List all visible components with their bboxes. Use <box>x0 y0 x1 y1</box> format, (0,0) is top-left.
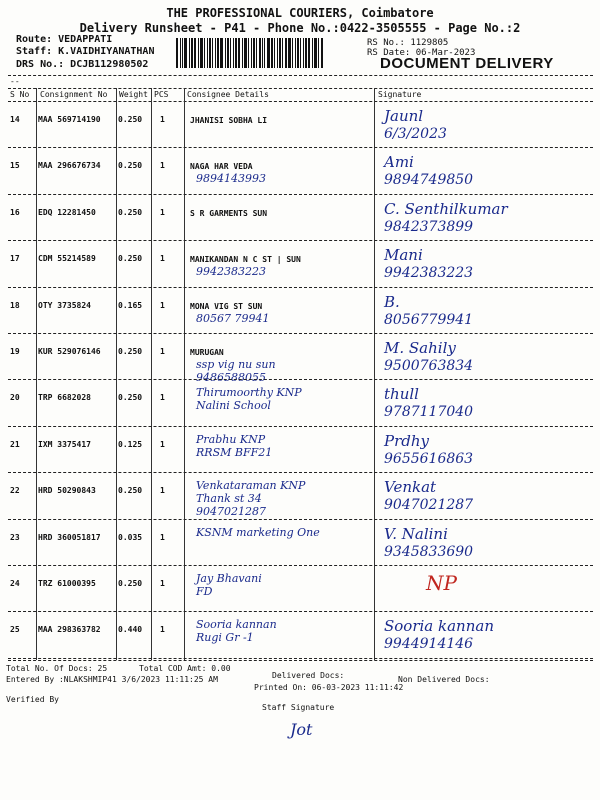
signature-entry: 9500763834 <box>384 358 474 374</box>
row-sno: 15 <box>10 161 20 171</box>
signature-entry: V. Nalini <box>384 524 448 543</box>
handwritten-note: Nalini School <box>196 399 271 413</box>
barcode-bar <box>300 38 301 68</box>
weight: 0.440 <box>118 625 143 635</box>
pcs: 1 <box>160 625 165 635</box>
signature-entry: 9942383223 <box>384 265 474 282</box>
barcode-bar <box>308 38 310 68</box>
row-divider <box>8 658 593 659</box>
col-rule <box>184 88 185 660</box>
document-delivery-stamp: DOCUMENT DELIVERY <box>380 55 554 72</box>
barcode-bar <box>285 38 287 68</box>
signature-entry: Mani <box>384 246 423 265</box>
pcs: 1 <box>160 254 165 264</box>
consignment-no: IXM 3375417 <box>38 439 91 449</box>
row-divider <box>8 147 593 148</box>
pcs: 1 <box>160 486 165 496</box>
consignment-no: TRP 6682028 <box>38 393 91 403</box>
col-consignee: Consignee Details <box>187 90 269 99</box>
row-divider <box>8 379 593 380</box>
col-weight: Weight <box>119 90 148 99</box>
consignment-no: EDQ 12281450 <box>38 207 96 217</box>
signature-entry: 9944914146 <box>384 636 474 653</box>
staff-signature: Jot <box>290 720 313 739</box>
col-sno: S No <box>10 90 30 99</box>
row-divider <box>8 565 593 566</box>
barcode-bar <box>207 38 208 68</box>
consignee-details: MANIKANDAN N C ST | SUN <box>190 255 301 265</box>
barcode-bar <box>314 38 317 68</box>
barcode-bar <box>191 38 193 68</box>
row-sno: 20 <box>10 393 20 403</box>
barcode-bar <box>305 38 307 68</box>
col-pcs: PCS <box>154 90 169 99</box>
row-sno: 22 <box>10 486 20 496</box>
handwritten-note: 9486588055 <box>196 371 266 384</box>
consignment-no: CDM 55214589 <box>38 254 96 264</box>
barcode-bar <box>215 38 216 68</box>
row-sno: 24 <box>10 579 20 588</box>
row-sno: 19 <box>10 347 20 356</box>
signature-entry: 9894749850 <box>384 172 474 189</box>
barcode-bar <box>235 38 237 68</box>
header-bottom-rule <box>8 101 593 102</box>
barcode-bar <box>271 38 273 68</box>
barcode-bar <box>251 38 252 68</box>
handwritten-note: KSNM marketing One <box>196 525 320 539</box>
signature-entry: 8056779941 <box>384 311 474 328</box>
barcode-bar <box>204 38 205 68</box>
consignment-no: HRD 50290843 <box>38 486 96 496</box>
pcs: 1 <box>160 161 165 171</box>
consignee-details: JHANISI SOBHA LI <box>190 116 268 125</box>
pcs: 1 <box>160 115 165 124</box>
total-cod: Total COD Amt: 0.00 <box>139 664 231 673</box>
barcode-bar <box>212 38 213 68</box>
pcs: 1 <box>160 532 165 542</box>
verified-by: Verified By <box>6 695 59 704</box>
consignee-details: MURUGAN <box>190 348 224 357</box>
signature-entry: B. <box>384 292 400 311</box>
signature-entry: 9345833690 <box>384 543 474 560</box>
handwritten-note: 9942383223 <box>196 265 266 279</box>
runsheet-title: Delivery Runsheet - P41 - Phone No.:0422-3505555 - Page No.:2 <box>79 21 521 35</box>
weight: 0.035 <box>118 532 143 542</box>
barcode-bar <box>267 38 270 68</box>
barcode-bar <box>189 38 190 68</box>
pcs: 1 <box>160 439 165 449</box>
barcode-bar <box>217 38 219 68</box>
signature-entry: Prdhy <box>384 431 429 450</box>
consignment-no: TRZ 61000395 <box>38 579 96 588</box>
company-name: THE PROFESSIONAL COURIERS, Coimbatore <box>166 6 434 20</box>
signature-entry: NP <box>426 571 457 595</box>
signature-entry: 9842373899 <box>384 218 474 235</box>
row-sno: 16 <box>10 207 20 217</box>
entered-by: Entered By :NLAKSHMIP41 3/6/2023 11:11:25 AM <box>6 675 218 684</box>
handwritten-note: FD <box>196 585 213 598</box>
handwritten-note: Thank st 34 <box>196 492 262 506</box>
rs-date: RS Date: 06-Mar-2023 <box>367 48 476 58</box>
barcode-bar <box>318 38 319 68</box>
row-divider <box>8 519 593 520</box>
handwritten-note: ssp vig nu sun <box>196 358 276 371</box>
pcs: 1 <box>160 347 165 356</box>
barcode-bar <box>303 38 304 68</box>
barcode-bar <box>321 38 323 68</box>
handwritten-note: 9894143993 <box>196 172 266 186</box>
row-sno: 25 <box>10 625 20 635</box>
barcode-bar <box>288 38 291 68</box>
handwritten-note: Venkataraman KNP <box>196 479 306 493</box>
weight: 0.250 <box>118 347 143 356</box>
barcode-bar <box>277 38 278 68</box>
consignee-details: S R GARMENTS SUN <box>190 208 268 218</box>
signature-entry: Sooria kannan <box>384 617 494 636</box>
handwritten-note: Rugi Gr -1 <box>196 631 254 645</box>
signature-entry: Venkat <box>384 478 437 497</box>
barcode-bar <box>220 38 223 68</box>
weight: 0.250 <box>118 115 143 124</box>
staff-signature-label: Staff Signature <box>262 703 335 712</box>
signature-entry: Ami <box>384 153 414 172</box>
signature-entry: 9655616863 <box>384 450 474 467</box>
row-sno: 18 <box>10 300 20 310</box>
staff-label: Staff: K.VAIDHIYANATHAN <box>16 46 155 57</box>
barcode-bar <box>253 38 255 68</box>
col-rule <box>374 88 375 660</box>
barcode-bar <box>259 38 261 68</box>
row-divider <box>8 240 593 241</box>
barcode-bar <box>262 38 263 68</box>
signature-entry: Jaunl <box>384 107 424 125</box>
barcode <box>176 38 360 68</box>
barcode-bar <box>198 38 199 68</box>
barcode-bar <box>227 38 229 68</box>
dash-marks: -- <box>10 77 20 86</box>
row-divider <box>8 426 593 427</box>
consignment-no: OTY 3735824 <box>38 300 91 310</box>
consignment-no: MAA 298363782 <box>38 625 101 635</box>
consignment-no: MAA 569714190 <box>38 115 101 124</box>
barcode-bar <box>225 38 226 68</box>
row-divider <box>8 333 593 334</box>
header-divider <box>8 75 593 76</box>
row-divider <box>8 287 593 288</box>
barcode-bar <box>274 38 275 68</box>
signature-entry: 9047021287 <box>384 497 474 514</box>
barcode-bar <box>295 38 296 68</box>
barcode-bar <box>238 38 240 68</box>
barcode-bar <box>279 38 281 68</box>
barcode-bar <box>209 38 211 68</box>
barcode-bar <box>292 38 293 68</box>
signature-entry: M. Sahily <box>384 339 456 357</box>
handwritten-note: 9047021287 <box>196 505 266 519</box>
weight: 0.250 <box>118 254 143 264</box>
barcode-bar <box>256 38 257 68</box>
weight: 0.250 <box>118 161 143 171</box>
barcode-bar <box>248 38 249 68</box>
barcode-bar <box>194 38 196 68</box>
row-sno: 14 <box>10 115 20 124</box>
weight: 0.250 <box>118 393 143 403</box>
row-sno: 23 <box>10 532 20 542</box>
table-top-rule <box>8 88 593 89</box>
total-docs: Total No. Of Docs: 25 <box>6 664 108 673</box>
col-rule <box>116 88 117 660</box>
delivered-docs: Delivered Docs: <box>272 671 345 680</box>
barcode-bar <box>282 38 283 68</box>
row-divider <box>8 611 593 612</box>
barcode-bar <box>182 38 183 68</box>
drs-label: DRS No.: DCJB112980502 <box>16 59 149 70</box>
signature-entry: 9787117040 <box>384 404 474 421</box>
barcode-bar <box>312 38 313 68</box>
weight: 0.165 <box>118 300 143 310</box>
rs-no: RS No.: 1129805 <box>367 38 449 48</box>
handwritten-note: Prabhu KNP <box>196 432 266 446</box>
non-delivered-docs: Non Delivered Docs: <box>398 675 490 684</box>
handwritten-note: Jay Bhavani <box>196 572 262 585</box>
row-divider <box>8 194 593 195</box>
signature-entry: 6/3/2023 <box>384 126 447 142</box>
pcs: 1 <box>160 393 165 403</box>
footer-rule <box>8 660 593 661</box>
barcode-bar <box>233 38 234 68</box>
handwritten-note: 80567 79941 <box>196 311 270 325</box>
weight: 0.125 <box>118 439 143 449</box>
handwritten-note: Thirumoorthy KNP <box>196 386 302 400</box>
col-rule <box>36 88 37 660</box>
barcode-bar <box>297 38 299 68</box>
pcs: 1 <box>160 579 165 588</box>
barcode-bar <box>242 38 243 68</box>
row-sno: 17 <box>10 254 20 264</box>
barcode-bar <box>230 38 231 68</box>
row-sno: 21 <box>10 439 20 449</box>
consignee-details: MONA VIG ST SUN <box>190 301 263 311</box>
signature-entry: C. Senthilkumar <box>384 199 508 218</box>
barcode-bar <box>264 38 265 68</box>
col-consignment: Consignment No <box>40 90 108 99</box>
consignment-no: KUR 529076146 <box>38 347 101 356</box>
consignment-no: HRD 360051817 <box>38 532 101 542</box>
handwritten-note: Sooria kannan <box>196 618 277 632</box>
weight: 0.250 <box>118 207 143 217</box>
printed-on: Printed On: 06-03-2023 11:11:42 <box>254 683 404 692</box>
barcode-bar <box>176 38 178 68</box>
pcs: 1 <box>160 300 165 310</box>
pcs: 1 <box>160 207 165 217</box>
weight: 0.250 <box>118 486 143 496</box>
handwritten-note: RRSM BFF21 <box>196 445 273 459</box>
barcode-bar <box>244 38 247 68</box>
barcode-bar <box>180 38 181 68</box>
signature-entry: thull <box>384 385 419 404</box>
weight: 0.250 <box>118 579 143 588</box>
col-rule <box>151 88 152 660</box>
consignment-no: MAA 296676734 <box>38 161 101 171</box>
route-label: Route: VEDAPPATI <box>16 34 113 45</box>
barcode-bar <box>184 38 187 68</box>
barcode-bar <box>200 38 203 68</box>
row-divider <box>8 472 593 473</box>
col-signature: Signature <box>378 90 422 99</box>
consignee-details: NAGA HAR VEDA <box>190 162 253 172</box>
